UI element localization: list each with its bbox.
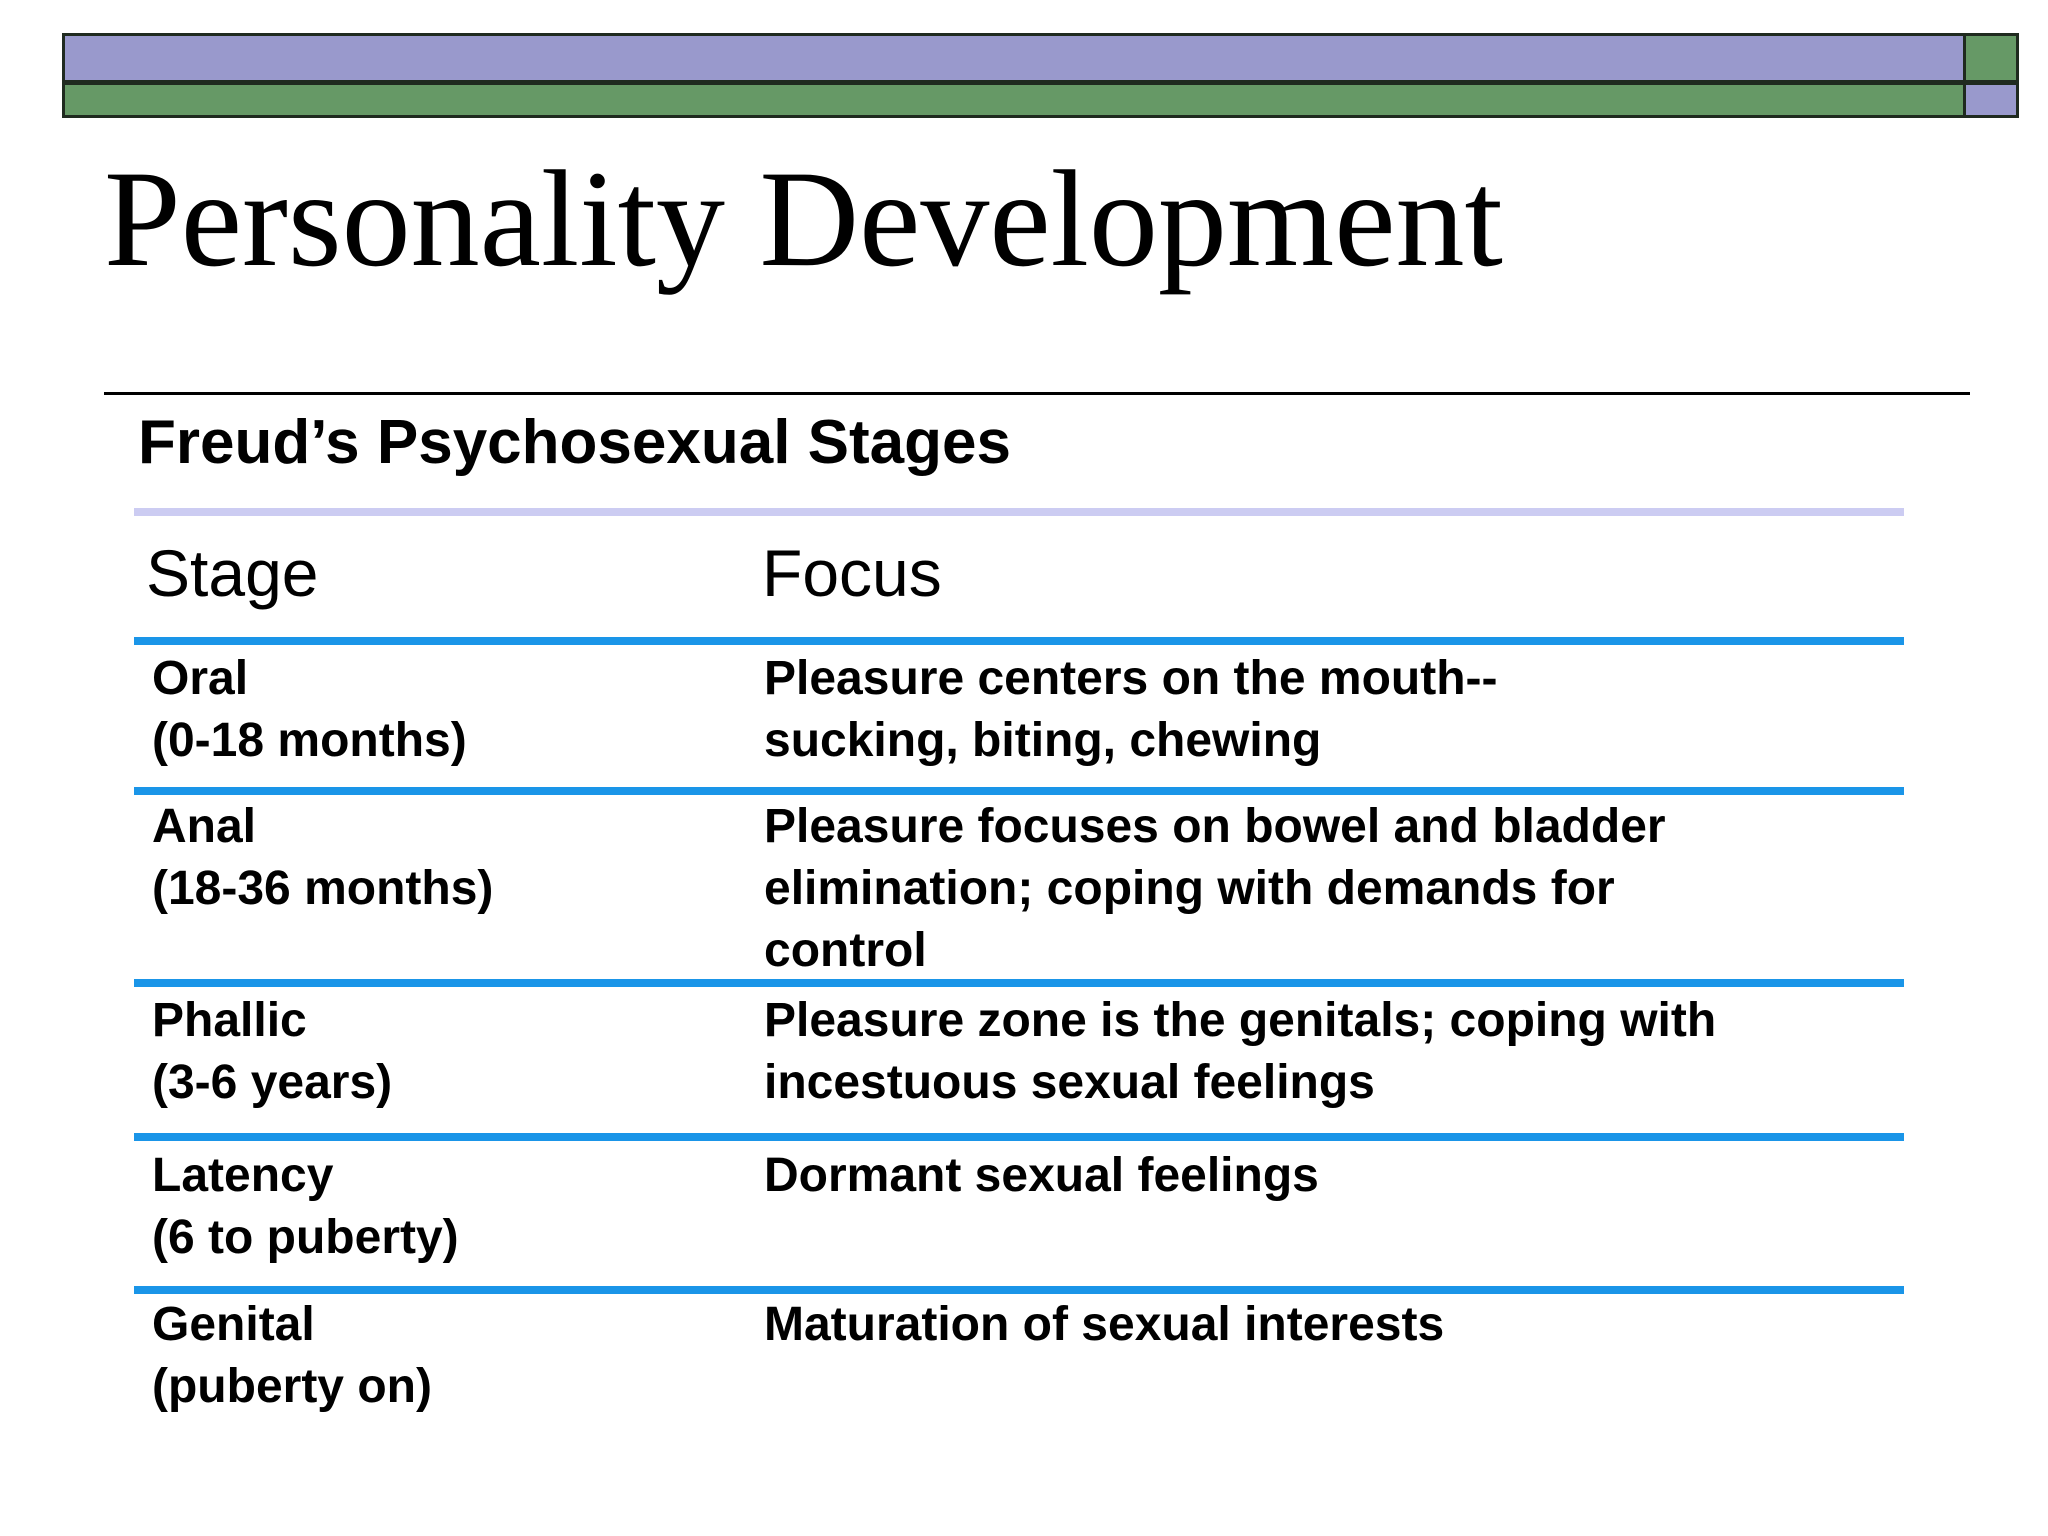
- focus-cell: [764, 796, 1924, 982]
- stage-age: (puberty on): [152, 1360, 432, 1413]
- focus-cell: [764, 1145, 1924, 1207]
- focus-line: elimination; coping with demands for: [764, 862, 1615, 915]
- column-header-focus: Focus: [762, 536, 942, 610]
- focus-line: Dormant sexual feelings: [764, 1149, 1319, 1202]
- section-heading: Freud’s Psychosexual Stages: [138, 408, 1011, 477]
- focus-line: sucking, biting, chewing: [764, 714, 1322, 767]
- focus-line: Maturation of sexual interests: [764, 1298, 1445, 1351]
- stage-age: (6 to puberty): [152, 1211, 459, 1264]
- header-corner-green: [1963, 33, 2019, 83]
- column-header-stage: Stage: [146, 536, 319, 610]
- stage-name: Oral: [152, 652, 249, 705]
- title-divider: [104, 392, 1970, 395]
- header-corner-purple: [1963, 82, 2019, 118]
- focus-line: Pleasure zone is the genitals; coping with: [764, 994, 1717, 1047]
- row-divider: [134, 1286, 1904, 1294]
- stage-cell: [152, 990, 392, 1114]
- stage-name: Phallic: [152, 994, 307, 1047]
- stage-age: (0-18 months): [152, 714, 467, 767]
- focus-cell: [764, 1294, 1924, 1356]
- focus-line: Pleasure centers on the mouth--: [764, 652, 1498, 705]
- stage-name: Latency: [152, 1149, 334, 1202]
- stage-cell: [152, 648, 467, 772]
- header-bar-green: [62, 82, 1966, 118]
- focus-line: Pleasure focuses on bowel and bladder: [764, 800, 1666, 853]
- stage-age: (3-6 years): [152, 1056, 393, 1109]
- heading-divider: [134, 508, 1904, 516]
- row-divider: [134, 1133, 1904, 1141]
- focus-line: control: [764, 924, 927, 977]
- row-divider: [134, 637, 1904, 645]
- slide-title: Personality Development: [104, 142, 1503, 295]
- focus-line: incestuous sexual feelings: [764, 1056, 1375, 1109]
- stage-age: (18-36 months): [152, 862, 494, 915]
- stage-cell: [152, 1294, 432, 1418]
- focus-cell: [764, 648, 1924, 772]
- focus-cell: [764, 990, 1924, 1114]
- stage-cell: [152, 1145, 459, 1269]
- stage-name: Anal: [152, 800, 257, 853]
- stage-name: Genital: [152, 1298, 315, 1351]
- stage-cell: [152, 796, 493, 920]
- row-divider: [134, 787, 1904, 795]
- header-bar-purple: [62, 33, 1966, 83]
